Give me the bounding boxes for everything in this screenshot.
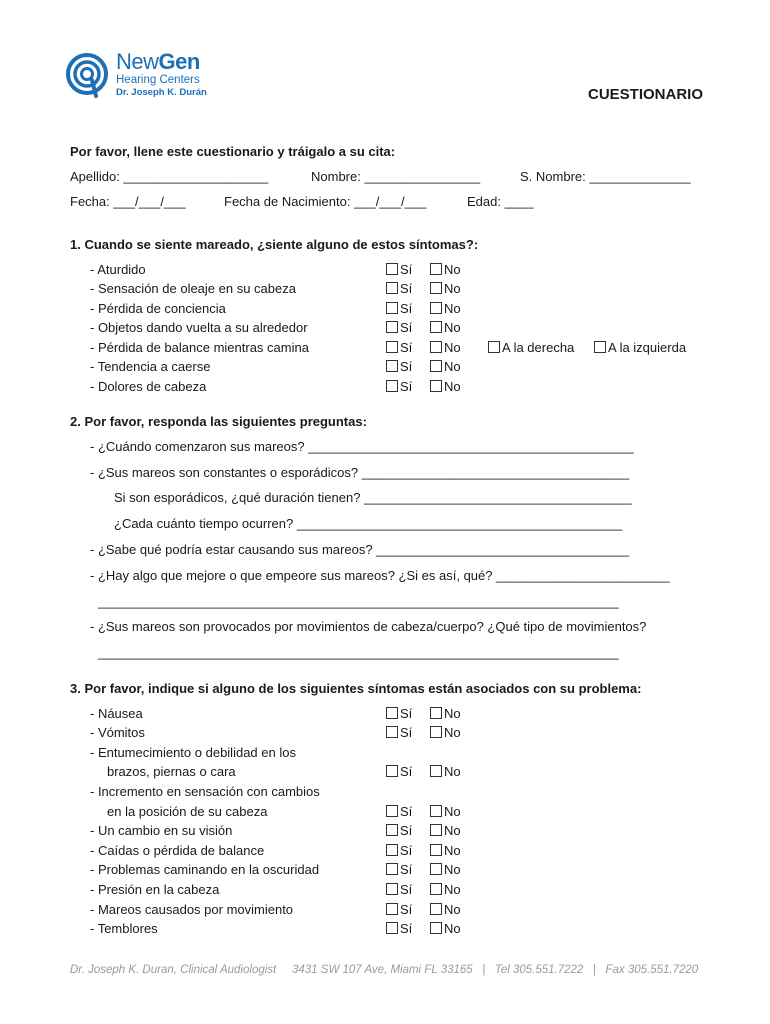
symptom-label: - Un cambio en su visión	[90, 823, 233, 838]
apellido-field[interactable]: Apellido: ____________________	[70, 169, 269, 184]
yes-option[interactable]	[386, 764, 412, 780]
yes-label: Sí	[400, 320, 413, 335]
checkbox[interactable]	[430, 707, 442, 719]
logo-doctor: Dr. Joseph K. Durán	[116, 87, 207, 98]
question-interval[interactable]: ¿Cada cuánto tiempo ocurren? _____________________________________________	[114, 516, 623, 531]
no-option[interactable]	[430, 862, 461, 878]
yes-option[interactable]	[386, 359, 412, 375]
no-label: No	[444, 262, 461, 277]
checkbox[interactable]	[430, 883, 442, 895]
intro-text: Por favor, llene este cuestionario y tráigalo a su cita:	[70, 144, 396, 159]
yes-label: Sí	[400, 804, 413, 819]
yes-label: Sí	[400, 921, 413, 936]
logo-brand-new: New	[116, 49, 159, 74]
no-label: No	[444, 281, 461, 296]
no-option[interactable]	[430, 725, 461, 741]
no-option[interactable]	[430, 379, 461, 395]
checkbox[interactable]	[488, 341, 500, 353]
no-label: No	[444, 359, 461, 374]
question-frequency[interactable]: - ¿Sus mareos son constantes o esporádicos? _____________________________________	[90, 465, 630, 480]
yes-option[interactable]	[386, 882, 412, 898]
footer-left: Dr. Joseph K. Duran, Clinical Audiologist	[70, 964, 277, 976]
yes-option[interactable]	[386, 843, 412, 859]
no-label: No	[444, 902, 461, 917]
checkbox[interactable]	[430, 321, 442, 333]
yes-label: Sí	[400, 379, 413, 394]
checkbox[interactable]	[386, 282, 398, 294]
no-label: No	[444, 862, 461, 877]
yes-label: Sí	[400, 902, 413, 917]
section3-title: 3. Por favor, indique si alguno de los siguientes síntomas están asociados con su problema:	[70, 681, 642, 696]
question-onset[interactable]: - ¿Cuándo comenzaron sus mareos? _____________________________________________	[90, 439, 634, 454]
yes-option[interactable]	[386, 281, 412, 297]
yes-option[interactable]	[386, 725, 412, 741]
no-option[interactable]	[430, 281, 461, 297]
question-movements[interactable]: - ¿Sus mareos son provocados por movimientos de cabeza/cuerpo? ¿Qué tipo de movimientos?	[90, 619, 647, 634]
yes-label: Sí	[400, 340, 413, 355]
symptom-label: - Pérdida de conciencia	[90, 301, 226, 316]
yes-label: Sí	[400, 882, 413, 897]
no-option[interactable]	[430, 706, 461, 722]
section1-title: 1. Cuando se siente mareado, ¿siente alguno de estos síntomas?:	[70, 237, 479, 252]
symptom-label: - Caídas o pérdida de balance	[90, 843, 265, 858]
checkbox[interactable]	[386, 922, 398, 934]
checkbox[interactable]	[430, 360, 442, 372]
page-title: CUESTIONARIO	[587, 86, 703, 103]
yes-option[interactable]	[386, 823, 412, 839]
no-option[interactable]	[430, 843, 461, 859]
no-label: No	[444, 301, 461, 316]
left-side-label: A la izquierda	[608, 340, 687, 355]
yes-label: Sí	[400, 281, 413, 296]
symptom-label: - Sensación de oleaje en su cabeza	[90, 281, 296, 296]
no-label: No	[444, 921, 461, 936]
yes-label: Sí	[400, 862, 413, 877]
no-option[interactable]	[430, 320, 461, 336]
yes-option[interactable]	[386, 706, 412, 722]
no-label: No	[444, 725, 461, 740]
checkbox[interactable]	[430, 903, 442, 915]
yes-option[interactable]	[386, 862, 412, 878]
symptom-label-continued: en la posición de su cabeza	[107, 804, 268, 819]
symptom-label: - Problemas caminando en la oscuridad	[90, 862, 320, 877]
section2-title: 2. Por favor, responda las siguientes preguntas:	[70, 414, 367, 429]
hearing-swirl-icon	[66, 52, 110, 100]
checkbox[interactable]	[430, 844, 442, 856]
fecha-nacimiento-field[interactable]: Fecha de Nacimiento: ___/___/___	[224, 194, 427, 209]
checkbox[interactable]	[386, 824, 398, 836]
no-option[interactable]	[430, 301, 461, 317]
checkbox[interactable]	[430, 726, 442, 738]
checkbox[interactable]	[386, 903, 398, 915]
no-label: No	[444, 882, 461, 897]
checkbox[interactable]	[430, 805, 442, 817]
symptom-label: - Pérdida de balance mientras camina	[90, 340, 309, 355]
checkbox[interactable]	[386, 883, 398, 895]
symptom-label: - Entumecimiento o debilidad en los	[90, 745, 296, 760]
checkbox[interactable]	[386, 321, 398, 333]
logo	[66, 50, 226, 106]
yes-option[interactable]	[386, 301, 412, 317]
symptom-label: - Incremento en sensación con cambios	[90, 784, 320, 799]
no-label: No	[444, 320, 461, 335]
no-label: No	[444, 804, 461, 819]
yes-label: Sí	[400, 262, 413, 277]
symptom-label: - Dolores de cabeza	[90, 379, 207, 394]
yes-option[interactable]	[386, 921, 412, 937]
checkbox[interactable]	[430, 765, 442, 777]
yes-label: Sí	[400, 359, 413, 374]
question-better-worse[interactable]: - ¿Hay algo que mejore o que empeore sus mareos? ¿Si es así, qué? ________________________	[90, 568, 670, 583]
symptom-label: - Presión en la cabeza	[90, 882, 220, 897]
checkbox[interactable]	[430, 824, 442, 836]
s-nombre-field[interactable]: S. Nombre: ______________	[520, 169, 691, 184]
no-option[interactable]	[430, 262, 461, 278]
yes-option[interactable]	[386, 320, 412, 336]
checkbox[interactable]	[430, 863, 442, 875]
checkbox[interactable]	[386, 341, 398, 353]
checkbox[interactable]	[386, 726, 398, 738]
answer-line[interactable]: ________________________________________________________________________	[98, 645, 619, 660]
checkbox[interactable]	[430, 380, 442, 392]
symptom-label: - Temblores	[90, 921, 158, 936]
yes-option[interactable]	[386, 804, 412, 820]
fecha-field[interactable]: Fecha: ___/___/___	[70, 194, 186, 209]
no-label: No	[444, 764, 461, 779]
symptom-label-continued: brazos, piernas o cara	[107, 764, 236, 779]
checkbox[interactable]	[386, 805, 398, 817]
yes-label: Sí	[400, 301, 413, 316]
yes-label: Sí	[400, 823, 413, 838]
symptom-label: - Aturdido	[90, 262, 146, 277]
question-cause[interactable]: - ¿Sabe qué podría estar causando sus mareos? ___________________________________	[90, 542, 630, 557]
yes-label: Sí	[400, 706, 413, 721]
checkbox[interactable]	[386, 765, 398, 777]
checkbox[interactable]	[430, 282, 442, 294]
yes-option[interactable]	[386, 902, 412, 918]
no-option[interactable]	[430, 882, 461, 898]
checkbox[interactable]	[430, 922, 442, 934]
footer-right: 3431 SW 107 Ave, Miami FL 33165 | Tel 305.551.7222 | Fax 305.551.7220	[292, 964, 699, 976]
symptom-label: - Objetos dando vuelta a su alrededor	[90, 320, 308, 335]
yes-option[interactable]	[386, 262, 412, 278]
no-option[interactable]	[430, 764, 461, 780]
no-option[interactable]	[430, 804, 461, 820]
question-duration[interactable]: Si son esporádicos, ¿qué duración tienen? _____________________________________	[114, 490, 632, 505]
checkbox[interactable]	[386, 844, 398, 856]
no-option[interactable]	[430, 340, 461, 356]
checkbox[interactable]	[430, 302, 442, 314]
answer-line[interactable]: ________________________________________________________________________	[98, 594, 619, 609]
no-option[interactable]	[430, 823, 461, 839]
no-label: No	[444, 843, 461, 858]
checkbox[interactable]	[430, 341, 442, 353]
yes-option[interactable]	[386, 340, 412, 356]
logo-brand-gen: Gen	[158, 49, 200, 74]
yes-option[interactable]	[386, 379, 412, 395]
yes-label: Sí	[400, 843, 413, 858]
checkbox[interactable]	[386, 302, 398, 314]
checkbox[interactable]	[386, 263, 398, 275]
no-label: No	[444, 379, 461, 394]
checkbox[interactable]	[386, 707, 398, 719]
checkbox[interactable]	[386, 863, 398, 875]
yes-label: Sí	[400, 764, 413, 779]
no-option[interactable]	[430, 359, 461, 375]
no-option[interactable]	[430, 902, 461, 918]
symptom-label: - Vómitos	[90, 725, 145, 740]
no-option[interactable]	[430, 921, 461, 937]
right-side-label: A la derecha	[502, 340, 575, 355]
logo-subtitle: Hearing Centers	[116, 74, 200, 86]
no-label: No	[444, 823, 461, 838]
symptom-label: - Mareos causados por movimiento	[90, 902, 294, 917]
no-label: No	[444, 706, 461, 721]
checkbox[interactable]	[386, 360, 398, 372]
edad-field[interactable]: Edad: ____	[467, 194, 534, 209]
yes-label: Sí	[400, 725, 413, 740]
nombre-field[interactable]: Nombre: ________________	[311, 169, 481, 184]
right-side-option[interactable]	[488, 340, 574, 356]
checkbox[interactable]	[430, 263, 442, 275]
checkbox[interactable]	[594, 341, 606, 353]
left-side-option[interactable]	[594, 340, 686, 356]
checkbox[interactable]	[386, 380, 398, 392]
symptom-label: - Náusea	[90, 706, 143, 721]
symptom-label: - Tendencia a caerse	[90, 359, 211, 374]
no-label: No	[444, 340, 461, 355]
